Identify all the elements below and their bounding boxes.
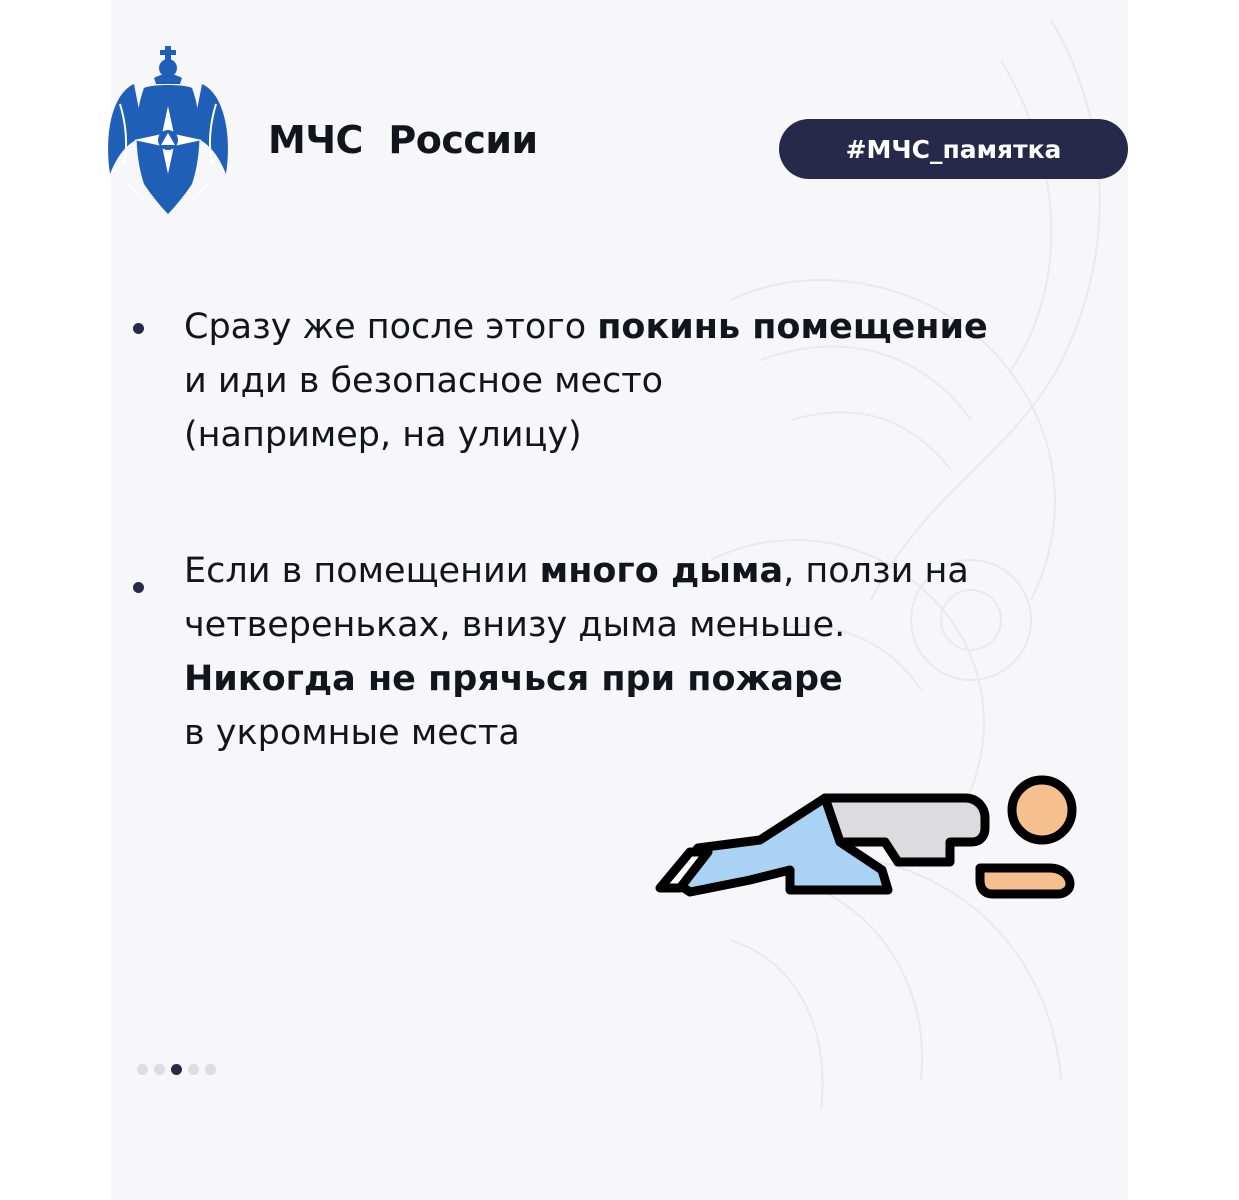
emphasis-text: покинь помещение [597,307,988,347]
text-line: четвереньках, внизу дыма меньше. [184,605,846,645]
emphasis-text: много дыма [539,551,784,591]
page-dot[interactable] [188,1064,199,1075]
text-fragment: Если в помещении [184,551,540,591]
text-line: и иди в безопасное место [184,361,664,401]
text-line: в укромные места [184,713,520,753]
page-dot[interactable] [205,1064,216,1075]
instruction-leave-room [184,300,988,462]
org-name: МЧС России [268,118,538,162]
text-fragment: Сразу же после этого [184,307,598,347]
pagination-dots [137,1064,216,1075]
emphasis-text: Никогда не прячься при пожаре [184,659,843,699]
text-line: (например, на улицу) [184,415,582,455]
page-dot-active[interactable] [171,1064,182,1075]
page-dot[interactable] [137,1064,148,1075]
instruction-crawl-smoke [184,544,969,760]
bullet-marker [133,582,144,593]
page-dot[interactable] [154,1064,165,1075]
text-line [184,300,988,354]
text-line [184,544,969,598]
text-line [184,652,969,706]
emercom-emblem-icon [104,44,232,216]
crawling-person-icon [650,770,1080,900]
text-fragment: , ползи на [783,551,969,591]
hashtag-badge: #МЧС_памятка [779,119,1128,179]
bullet-marker [133,323,144,334]
